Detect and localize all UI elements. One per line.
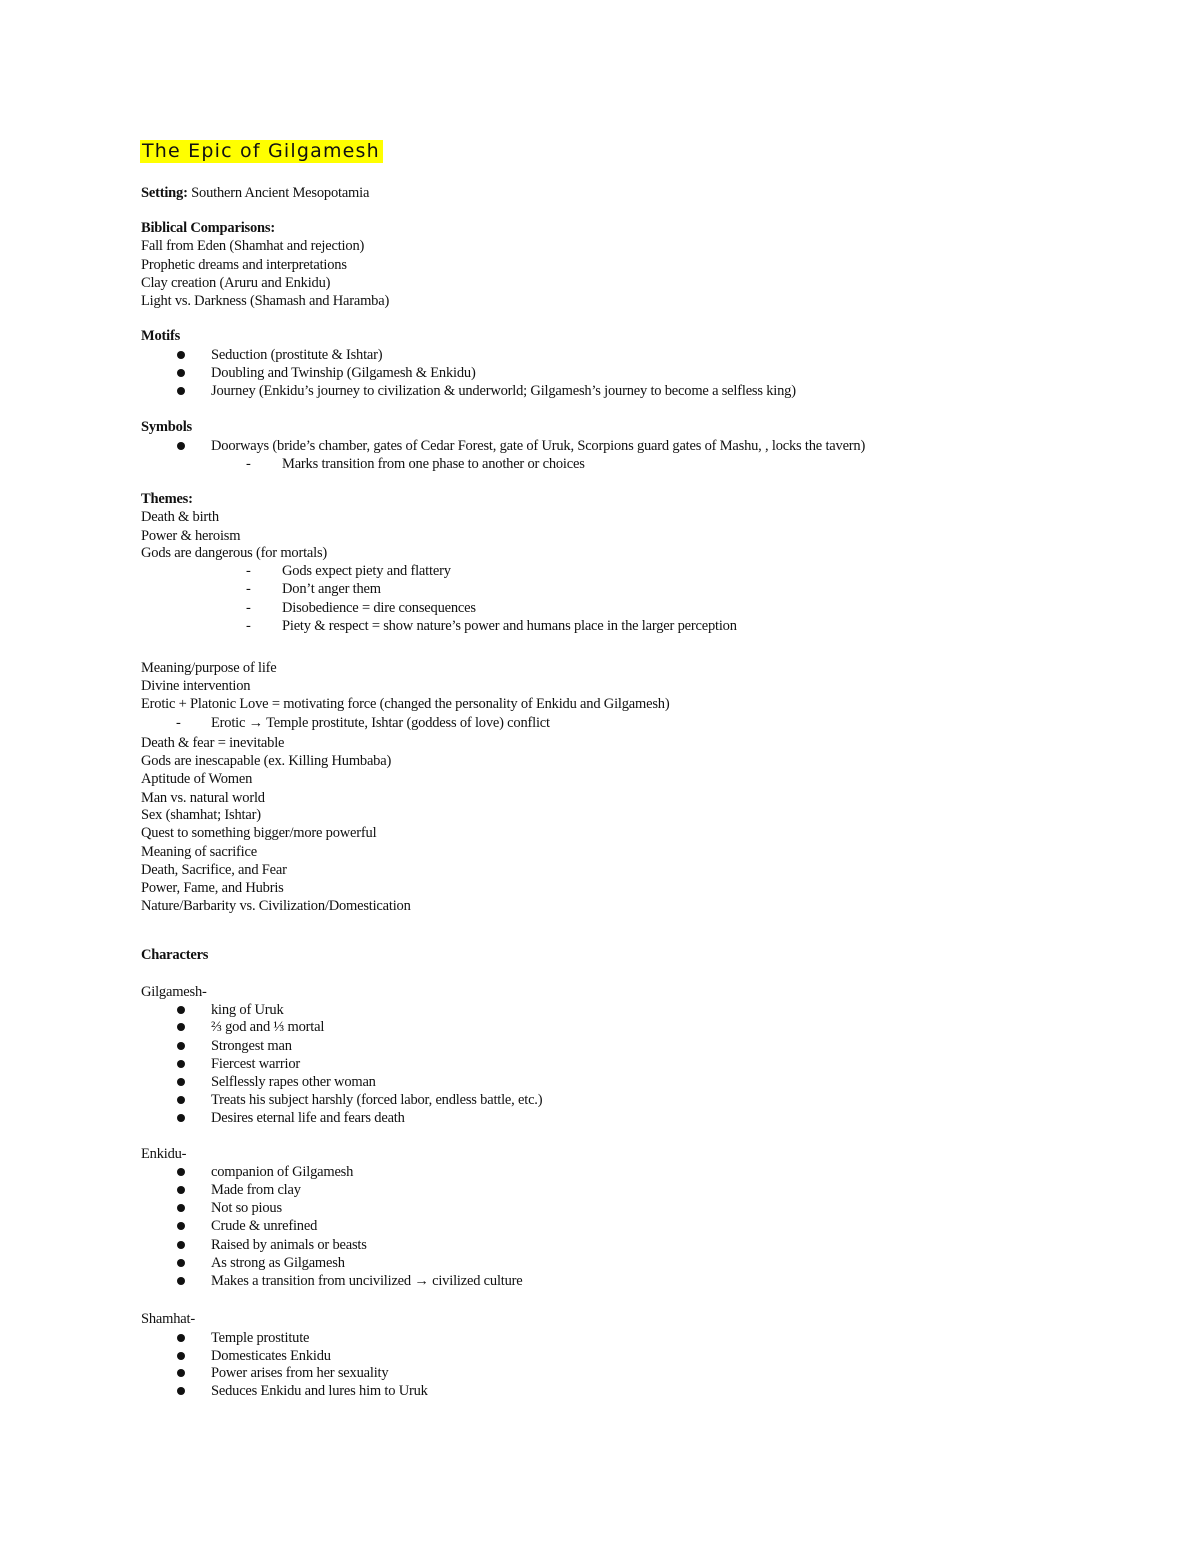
theme-item: Quest to something bigger/more powerful bbox=[141, 825, 377, 841]
bullet-icon bbox=[177, 1204, 185, 1212]
theme-subitem: Erotic → Temple prostitute, Ishtar (goddess of love) conflict bbox=[211, 715, 550, 731]
motif-item: Journey (Enkidu’s journey to civilization & underworld; Gilgamesh’s journey to become a selfless king) bbox=[211, 383, 796, 399]
theme-item: Death & birth bbox=[141, 509, 219, 525]
themes-heading: Themes: bbox=[141, 491, 193, 507]
character-trait: Crude & unrefined bbox=[211, 1218, 318, 1234]
theme-item: Gods are inescapable (ex. Killing Humbaba) bbox=[141, 753, 392, 769]
bullet-icon bbox=[177, 351, 185, 359]
theme-item: Sex (shamhat; Ishtar) bbox=[141, 807, 261, 823]
theme-item: Death & fear = inevitable bbox=[141, 735, 285, 751]
motif-item: Doubling and Twinship (Gilgamesh & Enkidu) bbox=[211, 365, 476, 381]
dash-icon: - bbox=[246, 618, 251, 634]
character-trait: Made from clay bbox=[211, 1182, 301, 1198]
motifs-heading: Motifs bbox=[141, 328, 181, 344]
theme-item: Divine intervention bbox=[141, 678, 251, 694]
bullet-icon bbox=[177, 369, 185, 377]
character-trait: Not so pious bbox=[211, 1200, 282, 1216]
bullet-icon bbox=[177, 1042, 185, 1050]
character-trait: Temple prostitute bbox=[211, 1330, 310, 1346]
theme-item: Aptitude of Women bbox=[141, 771, 253, 787]
character-trait: Strongest man bbox=[211, 1038, 292, 1054]
theme-item: Man vs. natural world bbox=[141, 790, 265, 806]
bullet-icon bbox=[177, 1114, 185, 1122]
bullet-icon bbox=[177, 1241, 185, 1249]
setting-label: Setting: bbox=[141, 185, 188, 201]
character-name-gilgamesh: Gilgamesh- bbox=[141, 984, 207, 1000]
character-trait: king of Uruk bbox=[211, 1002, 284, 1018]
dash-icon: - bbox=[246, 581, 251, 597]
theme-subitem: Don’t anger them bbox=[282, 581, 381, 597]
character-trait: Makes a transition from uncivilized → civilized culture bbox=[211, 1273, 523, 1289]
dash-icon: - bbox=[246, 456, 251, 472]
theme-item: Power & heroism bbox=[141, 528, 241, 544]
bullet-icon bbox=[177, 1096, 185, 1104]
theme-item: Gods are dangerous (for mortals) bbox=[141, 545, 328, 561]
motif-item: Seduction (prostitute & Ishtar) bbox=[211, 347, 383, 363]
bullet-icon bbox=[177, 1060, 185, 1068]
character-trait: Fiercest warrior bbox=[211, 1056, 300, 1072]
bullet-icon bbox=[177, 1078, 185, 1086]
bullet-icon bbox=[177, 1387, 185, 1395]
character-trait: ⅔ god and ⅓ mortal bbox=[211, 1019, 325, 1035]
biblical-heading: Biblical Comparisons: bbox=[141, 220, 275, 236]
characters-heading: Characters bbox=[141, 947, 209, 963]
biblical-item: Clay creation (Aruru and Enkidu) bbox=[141, 275, 331, 291]
symbol-subitem: Marks transition from one phase to another or choices bbox=[282, 456, 585, 472]
bullet-icon bbox=[177, 1277, 185, 1285]
theme-item: Nature/Barbarity vs. Civilization/Domestication bbox=[141, 898, 411, 914]
symbol-item: Doorways (bride’s chamber, gates of Cedar Forest, gate of Uruk, Scorpions guard gates of Mashu, , locks the tavern) bbox=[211, 438, 866, 454]
character-trait: Power arises from her sexuality bbox=[211, 1365, 389, 1381]
bullet-icon bbox=[177, 1259, 185, 1267]
setting-line bbox=[141, 184, 369, 202]
bullet-icon bbox=[177, 1186, 185, 1194]
bullet-icon bbox=[177, 1369, 185, 1377]
dash-icon: - bbox=[176, 715, 181, 731]
character-name-shamhat: Shamhat- bbox=[141, 1311, 195, 1327]
character-trait: Desires eternal life and fears death bbox=[211, 1110, 405, 1126]
bullet-icon bbox=[177, 1352, 185, 1360]
symbols-heading: Symbols bbox=[141, 419, 192, 435]
bullet-icon bbox=[177, 1006, 185, 1014]
theme-item: Death, Sacrifice, and Fear bbox=[141, 862, 287, 878]
character-trait: Treats his subject harshly (forced labor, endless battle, etc.) bbox=[211, 1092, 543, 1108]
biblical-item: Light vs. Darkness (Shamash and Haramba) bbox=[141, 293, 390, 309]
theme-item: Meaning of sacrifice bbox=[141, 844, 257, 860]
theme-item: Power, Fame, and Hubris bbox=[141, 880, 284, 896]
biblical-item: Prophetic dreams and interpretations bbox=[141, 257, 347, 273]
character-trait: Raised by animals or beasts bbox=[211, 1237, 367, 1253]
theme-subitem: Piety & respect = show nature’s power and humans place in the larger perception bbox=[282, 618, 737, 634]
dash-icon: - bbox=[246, 563, 251, 579]
dash-icon: - bbox=[246, 600, 251, 616]
theme-item: Erotic + Platonic Love = motivating force (changed the personality of Enkidu and Gilgamesh) bbox=[141, 696, 670, 712]
character-name-enkidu: Enkidu- bbox=[141, 1146, 187, 1162]
character-trait: Seduces Enkidu and lures him to Uruk bbox=[211, 1383, 428, 1399]
bullet-icon bbox=[177, 1168, 185, 1176]
bullet-icon bbox=[177, 1334, 185, 1342]
theme-item: Meaning/purpose of life bbox=[141, 660, 277, 676]
bullet-icon bbox=[177, 1023, 185, 1031]
theme-subitem: Disobedience = dire consequences bbox=[282, 600, 476, 616]
setting-value: Southern Ancient Mesopotamia bbox=[187, 185, 370, 201]
bullet-icon bbox=[177, 442, 185, 450]
bullet-icon bbox=[177, 387, 185, 395]
document-title: The Epic of Gilgamesh bbox=[140, 140, 383, 163]
bullet-icon bbox=[177, 1222, 185, 1230]
character-trait: companion of Gilgamesh bbox=[211, 1164, 354, 1180]
biblical-item: Fall from Eden (Shamhat and rejection) bbox=[141, 238, 365, 254]
character-trait: As strong as Gilgamesh bbox=[211, 1255, 345, 1271]
character-trait: Selflessly rapes other woman bbox=[211, 1074, 376, 1090]
character-trait: Domesticates Enkidu bbox=[211, 1348, 331, 1364]
theme-subitem: Gods expect piety and flattery bbox=[282, 563, 451, 579]
